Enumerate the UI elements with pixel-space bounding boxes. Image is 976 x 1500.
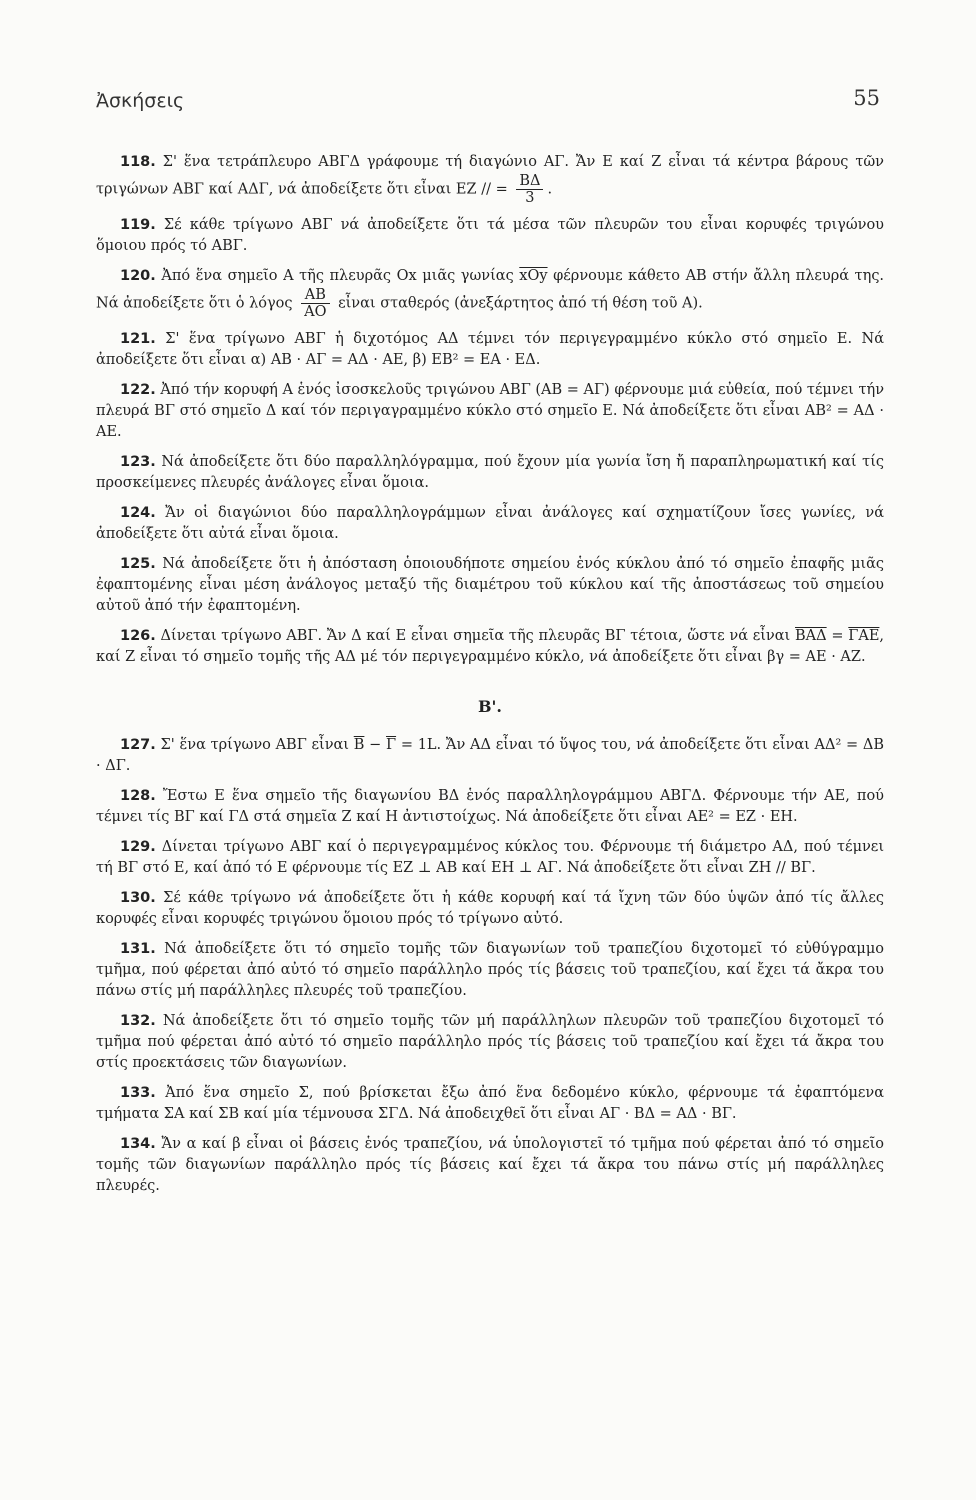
page-header — [96, 86, 880, 120]
exercise-134: 134. Ἄν α καί β εἶναι οἱ βάσεις ἑνός τραπεζίου, νά ὑπολογιστεῖ τό τμῆμα πού φέρεται ἀπό τό σημεῖο τομῆς τῶν διαγωνίων παράλληλο πρός τίς βάσεις καί ἔχει τά ἄκρα του πάνω στίς μή παράλληλες πλευρές. — [96, 1136, 884, 1194]
exercise-124: 124. Ἄν οἱ διαγώνιοι δύο παραλληλογράμμων εἶναι ἀνάλογες καί σχηματίζουν ἴσες γωνίες, νά ἀποδείξετε ὅτι αὐτά εἶναι ὅμοια. — [96, 505, 885, 542]
exercise-121: 121. Σ' ἕνα τρίγωνο ΑΒΓ ἡ διχοτόμος ΑΔ τέμνει τόν περιγεγραμμένο κύκλο στό σημεῖο Ε. Νά ἀποδείξετε ὅτι εἶναι α) ΑΒ · ΑΓ = ΑΔ · ΑΕ, β) ΕΒ² = ΕΑ · ΕΔ. — [96, 331, 885, 368]
angle-symbol: $\overline{BA\Delta}$ — [795, 628, 827, 644]
exercise-129: 129. Δίνεται τρίγωνο ΑΒΓ καί ὁ περιγεγραμμένος κύκλος του. Φέρνουμε τή διάμετρο ΑΔ, πού τέμνει τή ΒΓ στό Ε, καί ἀπό τό Ε φέρνουμε τίς ΕΖ ⊥ ΑΒ καί ΕΗ ⊥ ΑΓ. Νά ἀποδείξετε ὅτι εἶναι ΖΗ // ΒΓ. — [96, 839, 885, 876]
exercise-120: 120. Ἀπό ἕνα σημεῖο Α τῆς πλευρᾶς Οx μιᾶς γωνίας $\overline{xOy}$ φέρνουμε κάθετο ΑΒ στήν ἄλλη πλευρά της. Νά ἀποδείξετε ὅτι ὁ λόγος $\frac{AB}{AO}$ εἶναι σταθερός (ἀνεξάρτητος ἀπό τή θέση τοῦ Α). — [96, 268, 885, 320]
exercise-127: 127. Σ' ἕνα τρίγωνο ΑΒΓ εἶναι $\overline{B} - \overline{\Gamma} = 1L$. Ἄν ΑΔ εἶναι τό ὕψος του, νά ἀποδείξετε ὅτι εἶναι ΑΔ² = ΔΒ · ΔΓ. — [96, 737, 885, 774]
exercise-126: 126. Δίνεται τρίγωνο ΑΒΓ. Ἄν Δ καί Ε εἶναι σημεῖα τῆς πλευρᾶς ΒΓ τέτοια, ὥστε νά εἶναι $\overline{BA\Delta} = \overline{\Gamma AE}$, καί Ζ εἶναι τό σημεῖο τομῆς τῆς ΑΔ μέ τόν περιγεγραμμένο κύκλο, νά ἀποδείξετε ὅτι εἶναι βγ = ΑΕ · ΑΖ. — [96, 628, 885, 665]
exercise-132: 132. Νά ἀποδείξετε ὅτι τό σημεῖο τομῆς τῶν μή παράλληλων πλευρῶν τοῦ τραπεζίου διχοτομεῖ τό τμῆμα πού φέρεται ἀπό αὐτό τό σημεῖο παράλληλο πρός τίς βάσεις τοῦ τραπεζίου καί ἔχει τά ἄκρα του στίς προεκτάσεις τῶν διαγωνίων. — [96, 1013, 884, 1071]
exercise-133: 133. Ἀπό ἕνα σημεῖο Σ, πού βρίσκεται ἔξω ἀπό ἕνα δεδομένο κύκλο, φέρνουμε τά ἐφαπτόμενα τμήματα ΣΑ καί ΣΒ καί μία τέμνουσα ΣΓΔ. Νά ἀποδειχθεῖ ὅτι εἶναι ΑΓ · ΒΔ = ΑΔ · ΒΓ. — [96, 1085, 885, 1122]
angle-symbol: $\overline{\Gamma AE}$ — [848, 628, 880, 644]
part-b-heading: Β'. — [478, 697, 502, 716]
exercise-122: 122. Ἀπό τήν κορυφή Α ἑνός ἰσοσκελοῦς τριγώνου ΑΒΓ (ΑΒ = ΑΓ) φέρνουμε μιά εὐθεία, πού τέμνει τήν πλευρά ΒΓ στό σημεῖο Δ καί τόν περιγαγραμμένο κύκλο στό σημεῖο Ε. Νά ἀποδείξετε ὅτι εἶναι ΑΒ² = ΑΔ · ΑΕ. — [96, 382, 885, 440]
exercise-131: 131. Νά ἀποδείξετε ὅτι τό σημεῖο τομῆς τῶν διαγωνίων τοῦ τραπεζίου διχοτομεῖ τό εὐθύγραμμο τμῆμα, πού φέρεται ἀπό αὐτό τό σημεῖο παράλληλο πρός τίς βάσεις τοῦ τραπεζίου, καί ἔχει τά ἄκρα του πάνω στίς μή παράλληλες πλευρές τοῦ τραπεζίου. — [96, 941, 885, 999]
page-number: 55 — [853, 86, 880, 110]
fraction: $\frac{B\Delta}{3}$ — [516, 173, 543, 206]
exercise-130: 130. Σέ κάθε τρίγωνο νά ἀποδείξετε ὅτι ἡ κάθε κορυφή καί τά ἴχνη τῶν δύο ὑψῶν ἀπό τίς ἄλλες κορυφές εἶναι κορυφές τριγώνου ὅμοιου πρός τό τρίγωνο αὐτό. — [96, 890, 885, 927]
angle-symbol: $\overline{B}$ — [353, 737, 365, 753]
exercise-123: 123. Νά ἀποδείξετε ὅτι δύο παραλληλόγραμμα, πού ἔχουν μία γωνία ἴση ἤ παραπληρωματική καί τίς προσκείμενες πλευρές ἀνάλογες εἶναι ὅμοια. — [96, 454, 884, 491]
exercise-118: 118. Σ' ἕνα τετράπλευρο ΑΒΓΔ γράφουμε τή διαγώνιο ΑΓ. Ἄν Ε καί Ζ εἶναι τά κέντρα βάρους τῶν τριγώνων ΑΒΓ καί ΑΔΓ, νά ἀποδείξετε ὅτι εἶναι ΕΖ // = $\frac{B\Delta}{3}$ . — [96, 154, 884, 206]
exercise-125: 125. Νά ἀποδείξετε ὅτι ἡ ἀπόσταση ὁποιουδήποτε σημείου ἑνός κύκλου ἀπό τό σημεῖο ἐπαφῆς μιᾶς ἐφαπτομένης εἶναι μέση ἀνάλογος μεταξύ τῆς διαμέτρου τοῦ κύκλου καί τῆς ἀποστάσεως τοῦ σημείου αὐτοῦ ἀπό τήν ἐφαπτομένη. — [96, 556, 884, 614]
angle-symbol: $\overline{\Gamma}$ — [386, 737, 397, 753]
exercise-list — [96, 152, 884, 1206]
exercise-128: 128. Ἔστω Ε ἕνα σημεῖο τῆς διαγωνίου ΒΔ ἑνός παραλληλογράμμου ΑΒΓΔ. Φέρνουμε τήν ΑΕ, πού τέμνει τίς ΒΓ καί ΓΔ στά σημεῖα Ζ καί Η ἀντιστοίχως. Νά ἀποδείξετε ὅτι εἶναι ΑΕ² = ΕΖ · ΕΗ. — [96, 788, 884, 825]
section-title: Ἀσκήσεις — [96, 90, 185, 112]
angle-symbol: $\overline{xOy}$ — [519, 268, 548, 284]
exercise-119: 119. Σέ κάθε τρίγωνο ΑΒΓ νά ἀποδείξετε ὅτι τά μέσα τῶν πλευρῶν του εἶναι κορυφές τριγώνου ὅμοιου πρός τό ΑΒΓ. — [96, 217, 884, 254]
fraction: $\frac{AB}{AO}$ — [301, 287, 329, 320]
